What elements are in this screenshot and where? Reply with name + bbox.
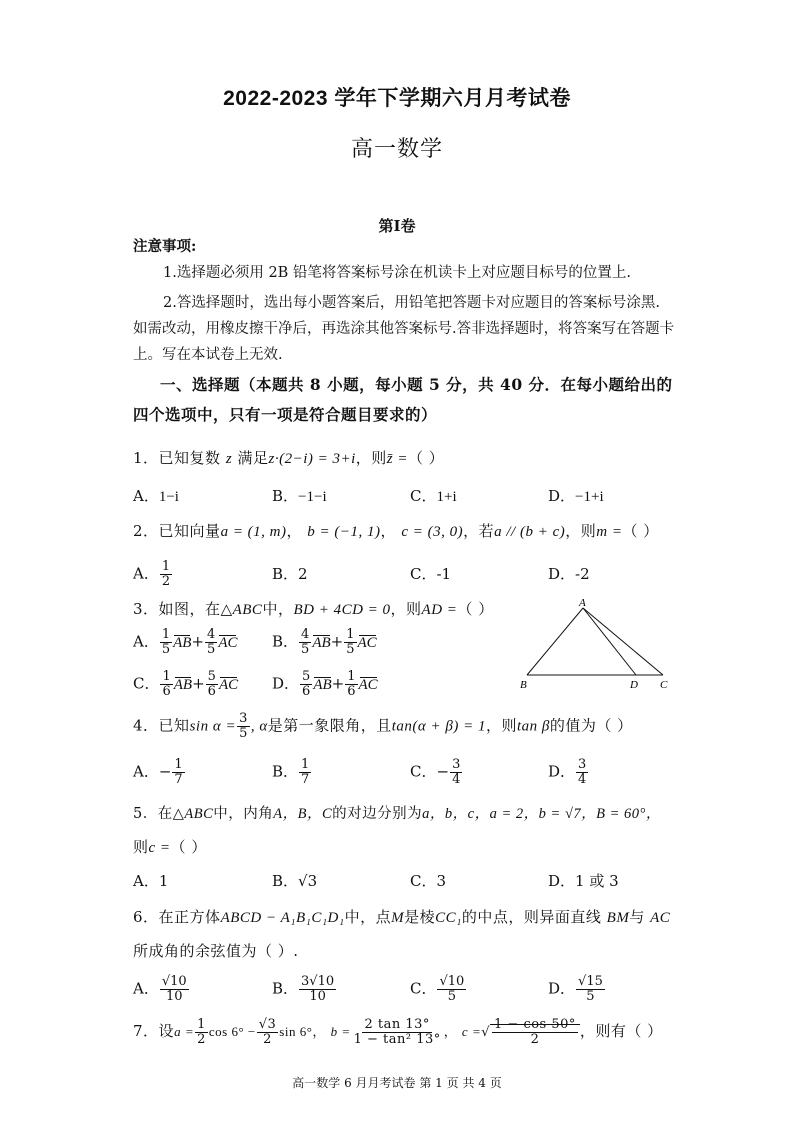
option-d (548, 975, 606, 1004)
question-7: 7．设a = $\frac{1}{2}$ cos 6° − $\frac{√3}{2}$ sin 6°， b = $\frac{2 \tan 13^\circ}{\text{1 − tan² 13°}}$ ， c =√ $\frac{1 - \cos 50^\circ}{2}$ ，则有（ ） (133, 1017, 663, 1047)
option-label: D． (548, 487, 576, 505)
question-text: 的中点，则异面直线 (461, 908, 602, 926)
question-text: 中， (262, 600, 294, 618)
question-text: ， (443, 1025, 458, 1040)
option-a (133, 870, 168, 891)
math-expr: a，b，c， (422, 806, 490, 822)
question-number: 2． (133, 522, 159, 540)
option-label: C． (133, 674, 160, 693)
fraction-denominator: 4 (452, 772, 461, 787)
option-a (133, 485, 179, 506)
question-text: 是棱 (404, 908, 436, 926)
fraction-numerator: 3 (578, 757, 587, 772)
question-5 (133, 802, 661, 823)
question-5-cont (133, 836, 207, 857)
option-value: 2 (298, 565, 308, 583)
math-expr: AD = (421, 602, 458, 618)
fraction-denominator: 5 (239, 726, 248, 741)
option-value: 3 (436, 872, 447, 890)
option-b (272, 870, 317, 891)
math-var: AC (650, 910, 671, 926)
math-expr: c = (3, 0) (401, 524, 464, 540)
question-text: 满足 (237, 449, 269, 467)
part1-heading-cont: 四个选项中，只有一项是符合题目要求的） (133, 405, 438, 424)
vertex-label-a: A (579, 597, 586, 609)
math-expr: ，B = 60°， (581, 806, 661, 822)
option-d: D． $\frac{5}{6}$ AB+ $\frac{1}{6}$ AC (272, 669, 378, 699)
question-text: ，则 (486, 716, 518, 735)
option-label: A． (133, 564, 159, 583)
math-expr: sin α = (189, 718, 237, 735)
math-expr: a = 2， (489, 806, 539, 822)
fraction-denominator: 5 (346, 642, 355, 657)
answer-blank: （ ） (457, 600, 494, 618)
exam-subject: 高一数学 (350, 136, 443, 161)
option-label: A． (133, 872, 159, 890)
question-number: 6． (133, 908, 159, 926)
question-number: 5． (133, 806, 158, 822)
question-text: 中，点 (344, 908, 392, 926)
option-label: B． (272, 762, 299, 781)
math-expr: △ABC (172, 806, 214, 822)
fraction-numerator: √10 (161, 974, 187, 989)
option-a (133, 560, 173, 589)
fraction-denominator: 5 (586, 989, 595, 1004)
option-d (548, 485, 604, 506)
fraction-numerator: 4 (207, 627, 216, 642)
vector: AC (218, 676, 239, 693)
fraction-denominator: 5 (207, 642, 216, 657)
answer-blank: （ ） (622, 522, 659, 540)
option-label: A． (133, 979, 159, 998)
fraction-numerator: √15 (578, 974, 603, 989)
option-b (272, 563, 308, 584)
question-text: 则 (133, 838, 149, 856)
math-expr: CC₁ (435, 910, 462, 926)
fraction-denominator: 5 (301, 642, 310, 657)
fraction-numerator: 1 (174, 757, 183, 772)
fraction-denominator: 2 (197, 1032, 206, 1047)
page-footer: 高一数学 6 月月考试卷 第 1 页 共 4 页 (292, 1076, 502, 1090)
math-expr: a // (b + c) (494, 524, 566, 540)
notice-item-1: 1.选择题必须用 2B 铅笔将答案标号涂在机读卡上对应题目标号的位置上. (163, 265, 632, 281)
question-text: 已知 (158, 716, 190, 735)
fraction-denominator: 5 (161, 642, 171, 657)
option-label: D． (548, 565, 576, 583)
fraction-numerator: √10 (439, 974, 465, 989)
fraction-numerator: 1 (161, 559, 171, 574)
math-expr: z̄ = (386, 451, 408, 467)
fraction-denominator: 6 (347, 684, 356, 699)
math-expr: c = (148, 840, 171, 856)
fraction-denominator: 1 − tan² 13° (353, 1032, 441, 1047)
math-var: BM (606, 910, 630, 926)
question-text: 是第一象限角，且 (267, 716, 392, 735)
question-number: 1． (133, 449, 159, 467)
question-6 (133, 906, 670, 927)
vector: AC (358, 676, 378, 693)
option-label: B． (272, 632, 299, 651)
answer-blank: （ ） (408, 449, 445, 467)
option-b: B． $\frac{4}{5}$ AB+ $\frac{1}{5}$ AC (272, 627, 377, 657)
option-label: B． (272, 872, 299, 890)
fraction-denominator: 6 (207, 684, 216, 699)
option-a (133, 975, 190, 1004)
sign: − (158, 762, 172, 781)
exam-title: 2022-2023 学年下学期六月月考试卷 (223, 87, 571, 110)
option-c: C． $\frac{1}{6}$ AB+ $\frac{5}{6}$ AC (133, 669, 239, 699)
math-expr: , α (250, 718, 268, 735)
math-expr: tan β (517, 718, 550, 735)
vector: AC (357, 634, 377, 651)
fraction-denominator: 10 (309, 989, 326, 1004)
option-b (272, 975, 337, 1004)
notice-heading: 注意事项: (133, 238, 197, 255)
fraction-denominator: 10 (165, 989, 183, 1004)
vertex-label-c: C (660, 679, 668, 691)
option-c (410, 870, 446, 891)
question-text: 中，内角 (213, 806, 274, 822)
notice-item-2-cont: 如需改动，用橡皮擦干净后，再选涂其他答案标号.答非选择题时，将答案写在答题卡 (133, 321, 675, 337)
question-text: ，则 (355, 449, 387, 467)
fraction-numerator: 1 (162, 669, 171, 684)
option-label: A． (133, 487, 159, 505)
fraction-numerator: 4 (301, 627, 310, 642)
fraction-denominator: 2 (161, 574, 171, 589)
question-number: 7． (133, 1022, 159, 1040)
option-value: −1+i (575, 489, 604, 505)
fraction-numerator: √3 (258, 1017, 277, 1032)
math-expr: z·(2−i) = 3+i (268, 451, 356, 467)
edge-ac (583, 608, 663, 675)
option-label: D． (548, 872, 576, 890)
fraction-denominator: 4 (578, 772, 587, 787)
fraction-numerator: 1 (346, 627, 355, 642)
vector: AC (218, 634, 238, 651)
fraction-denominator: 6 (302, 684, 311, 699)
fraction-denominator: 5 (447, 989, 457, 1004)
math-expr: b = (−1, 1) (307, 524, 381, 540)
math-expr: m = (596, 524, 623, 540)
option-label: A． (133, 632, 159, 651)
section-heading: 第Ⅰ卷 (378, 217, 416, 235)
math-expr: A，B，C (273, 806, 333, 822)
math-expr: b = √7 (538, 806, 582, 822)
question-4 (133, 712, 633, 741)
option-c (410, 975, 467, 1004)
vector: AB (173, 676, 193, 693)
option-label: B． (272, 565, 299, 583)
fraction-numerator: 1 (347, 669, 356, 684)
option-value: −1−i (298, 489, 327, 505)
option-value: √3 (298, 872, 318, 890)
vector: AB (312, 634, 331, 651)
question-1 (133, 447, 444, 468)
option-label: C． (410, 979, 437, 998)
fraction-numerator: 3 (452, 757, 461, 772)
option-a: A． $\frac{1}{5}$ AB+ $\frac{4}{5}$ AC (133, 627, 238, 657)
option-b (272, 485, 327, 506)
triangle-figure (515, 596, 675, 691)
question-text: 已知向量 (158, 522, 221, 540)
option-value: 1 (158, 872, 169, 890)
math-expr: c = (461, 1024, 482, 1039)
option-c (410, 485, 457, 506)
question-text: 如图，在 (158, 600, 221, 618)
fraction-numerator: 1 (161, 627, 171, 642)
fraction-denominator: 2 (263, 1032, 272, 1047)
math-var: M (391, 910, 405, 926)
fraction-denominator: 7 (174, 772, 183, 787)
option-label: C． (410, 762, 437, 781)
option-label: C． (410, 487, 437, 505)
question-number: 3． (133, 600, 159, 618)
fraction-numerator: 1 (301, 757, 310, 772)
math-expr: a = (174, 1024, 195, 1039)
option-label: C． (410, 872, 437, 890)
option-label: D． (548, 762, 576, 781)
option-label: A． (133, 762, 159, 781)
math-expr: △ABC (220, 602, 263, 618)
option-value: -1 (436, 565, 452, 583)
option-c (410, 563, 451, 584)
math-expr: a = (1, m) (220, 524, 287, 540)
fraction-numerator: 1 − cos 50° (494, 1017, 576, 1032)
notice-item-2-end: 上。写在本试卷上无效. (133, 347, 283, 363)
option-label: B． (272, 487, 299, 505)
question-text: ，则 (565, 522, 597, 540)
option-d (548, 563, 590, 584)
edge-ab (527, 608, 583, 675)
math-expr: b = (330, 1024, 351, 1039)
segment-ad (583, 608, 636, 675)
fraction-denominator: 2 (530, 1032, 540, 1047)
fraction-denominator: 6 (162, 684, 171, 699)
vector: AB (313, 676, 332, 693)
question-text: ，则有（ ） (579, 1022, 663, 1040)
fraction-numerator: 1 (197, 1017, 206, 1032)
question-text: 的对边分别为 (332, 806, 423, 822)
question-text: 已知复数 (158, 449, 221, 467)
question-2: 2．已知向量a = (1, m)， b = (−1, 1)， c = (3, 0)，若a // (b + c)，则m =（ ） (133, 522, 659, 540)
question-text: 在 (157, 806, 173, 822)
option-value: 1 或 3 (575, 872, 619, 890)
option-value: 1+i (436, 489, 457, 505)
option-c (410, 758, 463, 787)
question-number: 4． (133, 716, 159, 735)
option-a (133, 758, 186, 787)
sign: − (436, 762, 450, 781)
fraction-numerator: 2 tan 13° (364, 1017, 430, 1032)
question-text: 在正方体 (158, 908, 221, 926)
option-value: -2 (575, 565, 590, 583)
question-text: 设 (158, 1022, 175, 1040)
vector: AB (173, 634, 192, 651)
option-label: C． (410, 565, 437, 583)
fraction-denominator: 7 (301, 772, 310, 787)
math-expr: tan(α + β) = 1 (391, 718, 486, 735)
math-expr: BD + 4CD = 0 (293, 602, 391, 618)
fraction-numerator: 5 (207, 669, 216, 684)
math-expr: ABCD − A₁B₁C₁D₁ (220, 910, 345, 926)
question-text: 与 (629, 908, 645, 926)
question-text: ，则 (390, 600, 422, 618)
question-3 (133, 598, 494, 619)
option-label: D． (272, 674, 300, 693)
fraction-numerator: 3√10 (301, 974, 335, 989)
question-6-cont: 所成角的余弦值为（ ）. (133, 942, 299, 960)
math-var: z (225, 451, 233, 467)
option-d (548, 758, 589, 787)
fraction-numerator: 3 (239, 711, 248, 726)
option-label: B． (272, 979, 299, 998)
fraction-numerator: 5 (302, 669, 311, 684)
question-text: 的值为（ ） (549, 716, 633, 735)
vertex-label-b: B (520, 679, 527, 691)
math-expr: cos 6° − (208, 1024, 256, 1039)
question-text: 若 (478, 522, 495, 540)
option-label: D． (548, 979, 576, 998)
part1-heading: 一、选择题（本题共 8 小题，每小题 5 分，共 40 分．在每小题给出的 (160, 375, 673, 394)
option-value: 1−i (158, 489, 179, 505)
option-d (548, 870, 619, 891)
notice-item-2: 2.答选择题时，选出每小题答案后，用铅笔把答题卡对应题目的答案标号涂黑. (163, 295, 660, 311)
answer-blank: （ ） (170, 838, 207, 856)
vertex-label-d: D (630, 679, 638, 691)
option-b (272, 758, 312, 787)
math-expr: sin 6°， (279, 1024, 326, 1039)
